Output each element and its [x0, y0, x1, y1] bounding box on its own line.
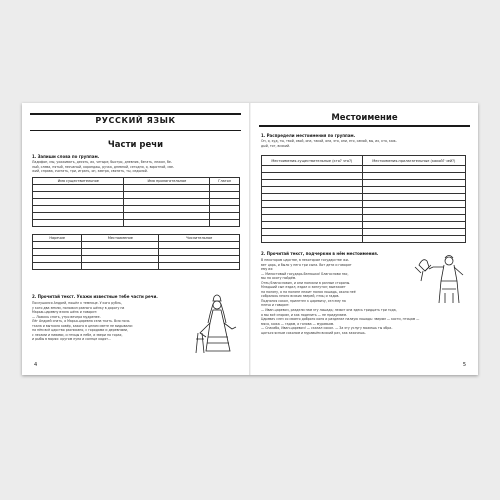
text-line: Он, я, куд, ты, твой, свой, она, такой, она, это, они, его, самой, вы, их, кто, каж- — [261, 139, 397, 143]
text-line: — Спасибо, Иван-царевич! — сказал сокол. — За эту услугу можешь ты обра- — [261, 326, 393, 330]
table-cell[interactable] — [33, 192, 124, 199]
table-cell[interactable] — [262, 236, 363, 243]
text-line: вет царь, и было у него три сына. Вот дети и говорят — [261, 262, 352, 267]
table-header: Местоимение — [82, 235, 159, 242]
table-row — [33, 185, 240, 192]
text-line: с лесами и нивами, и птицы в небе, и звери на горах, — [32, 332, 123, 337]
table-cell[interactable] — [362, 222, 465, 229]
task-instruction: Прочитай текст. Укажи известные тебе части речи. — [37, 294, 158, 299]
text-line: Марью-царевну взяла шёлк и говорит: — [32, 310, 98, 314]
text-line: Ладифон, мы, ухаживать, десять, их, четыре, быстро, дневник, бегать, лежал, бе- — [32, 160, 173, 164]
table-cell[interactable] — [210, 185, 240, 192]
table-cell[interactable] — [82, 242, 159, 249]
table-row — [33, 220, 240, 227]
table-cell[interactable] — [262, 208, 363, 215]
table-row — [262, 229, 466, 236]
text-line: дый, тот, всякий. — [261, 143, 291, 148]
table-header: Местоимения-существительные (кто? что?) — [262, 156, 363, 166]
table-cell[interactable] — [262, 166, 363, 173]
table-cell[interactable] — [262, 201, 363, 208]
task-number: 1. — [32, 154, 37, 159]
page-number-left: 4 — [34, 362, 38, 368]
table-cell[interactable] — [210, 192, 240, 199]
table-row — [33, 242, 240, 249]
table-header: Имя прилагательное — [124, 178, 210, 185]
text-line: Младший сын ездил, ездил и заплутал; выезжает — [261, 285, 346, 289]
table-cell[interactable] — [362, 201, 465, 208]
table-cell[interactable] — [159, 256, 240, 263]
table-cell[interactable] — [124, 220, 210, 227]
text-line: у кого два земли, положил разного шёлку в дорогу на — [32, 305, 125, 310]
table-cell[interactable] — [262, 215, 363, 222]
text-line: — Иван-царевич, раздели нам эту лошадь; лежит она здесь тридцать три года, — [261, 308, 397, 312]
table-cell[interactable] — [159, 242, 240, 249]
table-cell[interactable] — [159, 263, 240, 270]
text-line: мясо, кожа — гадам, а голова — муравьям. — [261, 321, 335, 326]
table-row — [262, 236, 466, 243]
text-line: а мы всё спорим, и как поделить — не придумаем. — [261, 312, 348, 317]
text-line: на нём всё царство расписано, с городами и деревнями, — [32, 328, 128, 332]
task2-text-right-top — [261, 258, 406, 308]
text-line: ткала и выткала ковёр, какого в целом свете не видывали: — [32, 323, 133, 328]
table-cell[interactable] — [82, 249, 159, 256]
table-cell[interactable] — [362, 180, 465, 187]
table-row — [33, 192, 240, 199]
table-cell[interactable] — [362, 215, 465, 222]
table-row — [262, 215, 466, 222]
task-number: 1. — [261, 133, 266, 138]
table-row — [33, 213, 240, 220]
text-line: Поднялся сокол, прилетел к царевичу, сел ему на — [261, 298, 346, 303]
task1-instruction-right — [261, 133, 470, 138]
table-row — [262, 201, 466, 208]
princess-illustration — [192, 293, 242, 355]
text-line: Лёг Андрей спать, а Марья-царевна села ткать. Всю ночь — [32, 319, 130, 323]
task-number: 2. — [32, 294, 37, 299]
text-line: — Милостивый государь-батюшка! Благослови нас, — [261, 271, 349, 276]
table-cell[interactable] — [362, 229, 465, 236]
table-cell[interactable] — [124, 206, 210, 213]
table-cell[interactable] — [33, 185, 124, 192]
text-line: мы на охоту пойдём. — [261, 276, 297, 280]
table-cell[interactable] — [362, 194, 465, 201]
task1-text-left — [32, 160, 241, 174]
text-line: ему их: — [261, 267, 274, 271]
task-instruction: Распредели местоимения по группам. — [266, 133, 356, 138]
table-row — [262, 222, 466, 229]
parts-of-speech-table-top — [32, 177, 240, 227]
subject-title: РУССКИЙ ЯЗЫК — [95, 116, 176, 125]
table-row — [262, 187, 466, 194]
table-cell[interactable] — [262, 180, 363, 187]
table-header: Числительное — [159, 235, 240, 242]
workbook-spread — [22, 103, 478, 375]
table-row — [262, 194, 466, 201]
text-line: Послушался Андрей, пошёл к темнице. У кого рубль, — [32, 301, 122, 305]
task-number: 2. — [261, 251, 266, 256]
text-line: жий, справа, считать, три, играть, он, завтра, святить, ты, седьмой. — [32, 169, 148, 173]
table-cell[interactable] — [82, 256, 159, 263]
section-title-left: Части речи — [107, 140, 164, 150]
text-line: и рыбы в морях: кругом луна и солнце ходят… — [32, 337, 112, 341]
table-cell[interactable] — [33, 263, 82, 270]
task1-text-right — [261, 139, 470, 148]
table-cell[interactable] — [210, 199, 240, 206]
table-cell[interactable] — [33, 213, 124, 220]
table-row — [262, 180, 466, 187]
table-cell[interactable] — [262, 222, 363, 229]
table-cell[interactable] — [33, 206, 124, 213]
page-number-right: 5 — [462, 362, 466, 368]
table-header: Глагол — [210, 178, 240, 185]
task1-instruction-left — [32, 154, 241, 159]
text-line: Отец благословил, и они поехали в разные стороны. — [261, 280, 351, 285]
table-cell[interactable] — [124, 192, 210, 199]
section-header-band — [259, 125, 470, 127]
text-line: на поляну, а на поляне лежит палая лошадь, около неё — [261, 289, 356, 294]
task2-text-left — [32, 301, 192, 342]
prince-with-falcon-illustration — [411, 251, 471, 307]
table-row — [33, 263, 240, 270]
table-cell[interactable] — [124, 199, 210, 206]
table-cell[interactable] — [33, 242, 82, 249]
text-line: щаться ясным соколом и муравьём всякий раз, как захочешь. — [261, 330, 366, 335]
table-cell[interactable] — [82, 263, 159, 270]
table-cell[interactable] — [159, 249, 240, 256]
table-cell[interactable] — [362, 173, 465, 180]
table-row — [262, 173, 466, 180]
table-row — [33, 199, 240, 206]
table-cell[interactable] — [33, 256, 82, 263]
table-row — [33, 249, 240, 256]
section-title-right: Местоимение — [331, 113, 398, 123]
table-cell[interactable] — [362, 208, 465, 215]
table-row — [33, 206, 240, 213]
table-row — [262, 166, 466, 173]
text-line: плечо и говорит: — [261, 303, 290, 307]
parts-of-speech-table-bottom — [32, 234, 240, 270]
table-cell[interactable] — [262, 194, 363, 201]
text-line: Царевич слез со своего доброго коня и разделил палаую лошадь: зверям — кости, птицам — — [261, 317, 420, 321]
table-cell[interactable] — [210, 213, 240, 220]
table-cell[interactable] — [262, 229, 363, 236]
table-cell[interactable] — [262, 173, 363, 180]
table-cell[interactable] — [262, 187, 363, 194]
text-line: собралось много всяких зверей, птиц и гадов. — [261, 294, 340, 298]
task2-text-right-bottom — [261, 308, 470, 335]
table-cell[interactable] — [362, 166, 465, 173]
task-instruction: Запиши слова по группам. — [37, 154, 100, 159]
table-header: Местоимения-прилагательные (какой? чей?) — [362, 156, 465, 166]
table-header: Наречие — [33, 235, 82, 242]
pronoun-table — [261, 155, 466, 243]
left-page — [22, 103, 249, 375]
text-line: — Ложись спать, утро вечера мудренее. — [32, 314, 101, 319]
table-cell[interactable] — [210, 220, 240, 227]
table-header: Имя существительное — [33, 178, 124, 185]
table-cell[interactable] — [33, 249, 82, 256]
text-line: лый, слева, пятый, песчаный, карандаш, ручка, дневной, сегодня, я, воротной, све- — [32, 164, 175, 169]
table-cell[interactable] — [124, 185, 210, 192]
table-row — [33, 256, 240, 263]
table-cell[interactable] — [33, 199, 124, 206]
table-cell[interactable] — [210, 206, 240, 213]
table-cell[interactable] — [362, 236, 465, 243]
table-row — [262, 208, 466, 215]
task-instruction: Прочитай текст, подчеркни в нём местоимения. — [266, 251, 379, 256]
text-line: В некотором царстве, в некотором государстве жи- — [261, 258, 349, 262]
table-cell[interactable] — [33, 220, 124, 227]
right-page — [251, 103, 478, 375]
table-cell[interactable] — [362, 187, 465, 194]
table-cell[interactable] — [124, 213, 210, 220]
